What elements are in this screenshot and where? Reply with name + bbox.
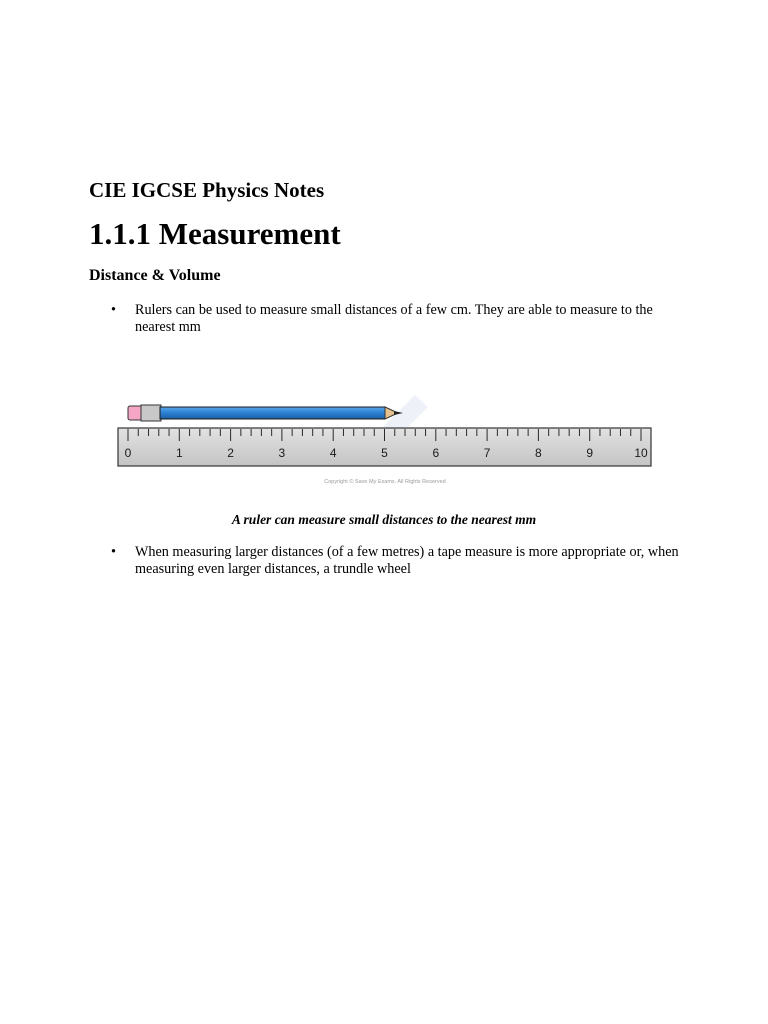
document-header: CIE IGCSE Physics Notes (89, 178, 325, 202)
bullet-icon: • (111, 302, 116, 318)
bullet-icon: • (111, 544, 116, 560)
ruler-tick-label: 3 (278, 446, 286, 460)
ruler-tick-label: 8 (535, 446, 542, 460)
list-item (89, 544, 689, 578)
pencil-icon (128, 405, 403, 421)
page-title: 1.1.1 Measurement (89, 216, 341, 251)
ruler-tick-label: 4 (329, 446, 337, 460)
ruler-illustration (110, 383, 660, 495)
bullet-list-tape-measure (89, 544, 689, 578)
list-item-text: When measuring larger distances (of a few metres) a tape measure is more appropriate or, when measuring even larger distances, a trundle wheel (135, 544, 679, 577)
ruler-tick-label: 7 (483, 446, 491, 460)
list-item-text: Rulers can be used to measure small distances of a few cm. They are able to measure to the nearest mm (135, 302, 653, 335)
ruler-tick-label: 2 (227, 446, 234, 460)
copyright-text: Copyright © Save My Exams. All Rights Reserved (324, 479, 446, 485)
ruler-tick-label: 1 (175, 446, 183, 460)
list-item (89, 302, 689, 336)
section-heading: Distance & Volume (89, 267, 221, 284)
ruler-tick-label: 5 (381, 446, 388, 460)
ruler-tick-label: 9 (586, 446, 594, 460)
ruler-tick-label: 10 (634, 446, 648, 460)
bullet-list-rulers (89, 302, 689, 336)
ruler-figure (110, 383, 660, 495)
ruler-tick-label: 6 (432, 446, 440, 460)
ruler-tick-label: 0 (124, 446, 132, 460)
figure-caption: A ruler can measure small distances to the nearest mm (231, 512, 537, 527)
